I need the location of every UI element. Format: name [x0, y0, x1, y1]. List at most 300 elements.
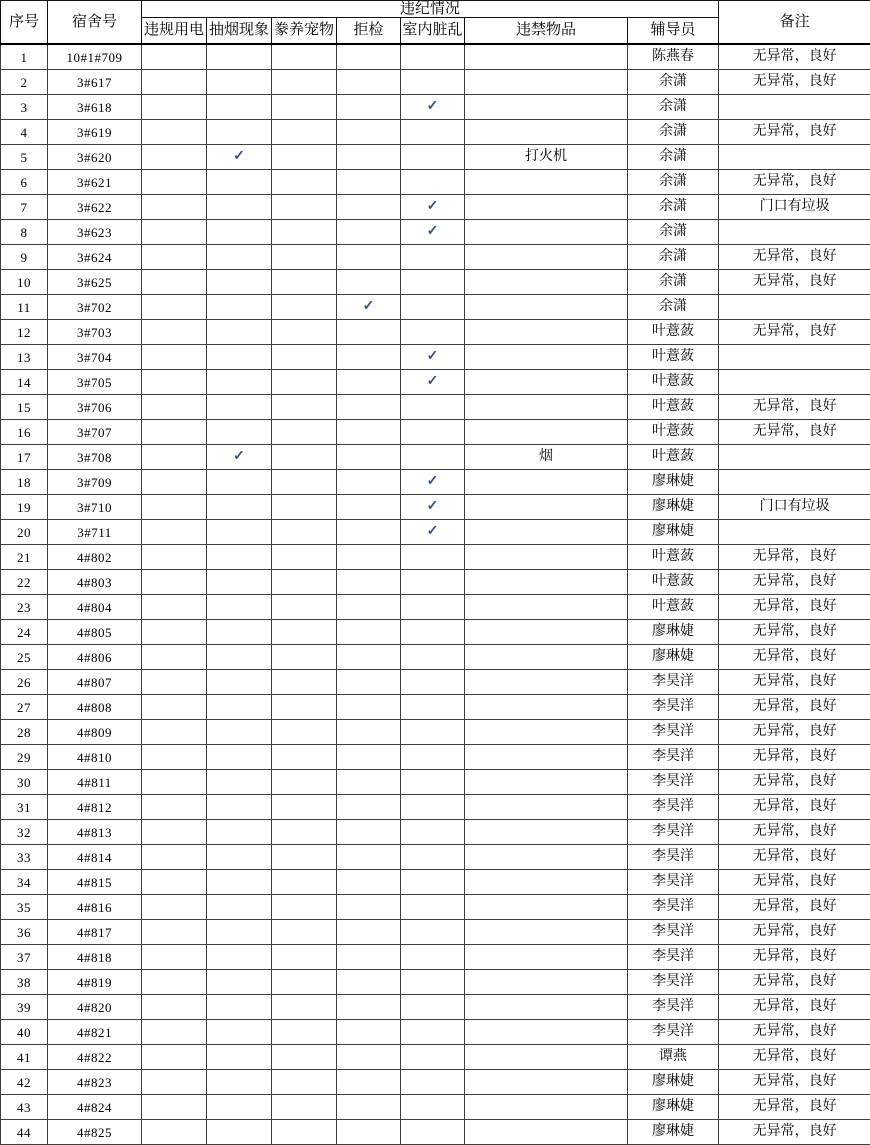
header-cell-remark[interactable]: 备注 [719, 1, 870, 45]
smoking-violation-cell[interactable] [207, 845, 272, 870]
dorm-number-cell[interactable]: 3#617 [48, 70, 142, 95]
contraband-cell[interactable] [465, 695, 628, 720]
pets-violation-cell[interactable] [272, 245, 337, 270]
contraband-cell[interactable] [465, 70, 628, 95]
smoking-violation-cell[interactable] [207, 345, 272, 370]
messy-room-cell[interactable] [401, 270, 465, 295]
pets-violation-cell[interactable] [272, 1045, 337, 1070]
remark-cell[interactable]: 无异常，良好 [719, 320, 870, 345]
power-violation-cell[interactable] [142, 170, 207, 195]
counselor-cell[interactable]: 李昊洋 [628, 745, 719, 770]
remark-cell[interactable]: 门口有垃圾 [719, 195, 870, 220]
row-index-cell[interactable]: 7 [1, 195, 48, 220]
counselor-cell[interactable]: 叶薏蔹 [628, 320, 719, 345]
smoking-violation-cell[interactable] [207, 720, 272, 745]
contraband-cell[interactable] [465, 595, 628, 620]
power-violation-cell[interactable] [142, 44, 207, 70]
counselor-cell[interactable]: 廖琳婕 [628, 1070, 719, 1095]
row-index-cell[interactable]: 31 [1, 795, 48, 820]
messy-room-cell[interactable] [401, 1070, 465, 1095]
smoking-violation-cell[interactable] [207, 670, 272, 695]
messy-room-cell[interactable] [401, 195, 465, 220]
remark-cell[interactable]: 无异常，良好 [719, 44, 870, 70]
contraband-cell[interactable] [465, 470, 628, 495]
counselor-cell[interactable]: 廖琳婕 [628, 645, 719, 670]
refuse-inspection-cell[interactable] [337, 120, 401, 145]
contraband-cell[interactable] [465, 820, 628, 845]
smoking-violation-cell[interactable] [207, 445, 272, 470]
smoking-violation-cell[interactable] [207, 370, 272, 395]
row-index-cell[interactable]: 44 [1, 1120, 48, 1145]
refuse-inspection-cell[interactable] [337, 195, 401, 220]
row-index-cell[interactable]: 30 [1, 770, 48, 795]
power-violation-cell[interactable] [142, 320, 207, 345]
contraband-cell[interactable] [465, 1095, 628, 1120]
pets-violation-cell[interactable] [272, 1095, 337, 1120]
header-cell-smoking[interactable]: 抽烟现象 [207, 18, 272, 45]
messy-room-cell[interactable] [401, 445, 465, 470]
messy-room-cell[interactable] [401, 620, 465, 645]
refuse-inspection-cell[interactable] [337, 1070, 401, 1095]
row-index-cell[interactable]: 10 [1, 270, 48, 295]
pets-violation-cell[interactable] [272, 370, 337, 395]
header-cell-pets[interactable]: 豢养宠物 [272, 18, 337, 45]
contraband-cell[interactable] [465, 920, 628, 945]
row-index-cell[interactable]: 9 [1, 245, 48, 270]
power-violation-cell[interactable] [142, 495, 207, 520]
row-index-cell[interactable]: 32 [1, 820, 48, 845]
refuse-inspection-cell[interactable] [337, 745, 401, 770]
power-violation-cell[interactable] [142, 370, 207, 395]
dorm-number-cell[interactable]: 3#707 [48, 420, 142, 445]
counselor-cell[interactable]: 廖琳婕 [628, 1120, 719, 1145]
power-violation-cell[interactable] [142, 470, 207, 495]
power-violation-cell[interactable] [142, 220, 207, 245]
counselor-cell[interactable]: 李昊洋 [628, 670, 719, 695]
counselor-cell[interactable]: 李昊洋 [628, 970, 719, 995]
pets-violation-cell[interactable] [272, 945, 337, 970]
remark-cell[interactable]: 无异常，良好 [719, 620, 870, 645]
row-index-cell[interactable]: 14 [1, 370, 48, 395]
power-violation-cell[interactable] [142, 595, 207, 620]
contraband-cell[interactable] [465, 770, 628, 795]
contraband-cell[interactable] [465, 370, 628, 395]
refuse-inspection-cell[interactable] [337, 1095, 401, 1120]
pets-violation-cell[interactable] [272, 670, 337, 695]
smoking-violation-cell[interactable] [207, 970, 272, 995]
row-index-cell[interactable]: 17 [1, 445, 48, 470]
smoking-violation-cell[interactable] [207, 1045, 272, 1070]
messy-room-cell[interactable] [401, 370, 465, 395]
contraband-cell[interactable] [465, 995, 628, 1020]
counselor-cell[interactable]: 叶薏蔹 [628, 345, 719, 370]
row-index-cell[interactable]: 3 [1, 95, 48, 120]
power-violation-cell[interactable] [142, 720, 207, 745]
counselor-cell[interactable]: 叶薏蔹 [628, 445, 719, 470]
refuse-inspection-cell[interactable] [337, 920, 401, 945]
remark-cell[interactable]: 无异常，良好 [719, 1070, 870, 1095]
smoking-violation-cell[interactable] [207, 820, 272, 845]
remark-cell[interactable]: 无异常，良好 [719, 670, 870, 695]
remark-cell[interactable] [719, 470, 870, 495]
refuse-inspection-cell[interactable] [337, 1120, 401, 1145]
counselor-cell[interactable]: 叶薏蔹 [628, 545, 719, 570]
refuse-inspection-cell[interactable] [337, 970, 401, 995]
pets-violation-cell[interactable] [272, 320, 337, 345]
pets-violation-cell[interactable] [272, 220, 337, 245]
power-violation-cell[interactable] [142, 70, 207, 95]
refuse-inspection-cell[interactable] [337, 770, 401, 795]
counselor-cell[interactable]: 廖琳婕 [628, 470, 719, 495]
dorm-number-cell[interactable]: 4#821 [48, 1020, 142, 1045]
smoking-violation-cell[interactable] [207, 70, 272, 95]
remark-cell[interactable]: 无异常，良好 [719, 870, 870, 895]
contraband-cell[interactable] [465, 345, 628, 370]
remark-cell[interactable]: 无异常，良好 [719, 1045, 870, 1070]
pets-violation-cell[interactable] [272, 820, 337, 845]
refuse-inspection-cell[interactable] [337, 495, 401, 520]
contraband-cell[interactable] [465, 795, 628, 820]
counselor-cell[interactable]: 余潇 [628, 170, 719, 195]
contraband-cell[interactable] [465, 520, 628, 545]
remark-cell[interactable]: 无异常，良好 [719, 395, 870, 420]
remark-cell[interactable]: 无异常，良好 [719, 845, 870, 870]
refuse-inspection-cell[interactable] [337, 1045, 401, 1070]
smoking-violation-cell[interactable] [207, 195, 272, 220]
row-index-cell[interactable]: 22 [1, 570, 48, 595]
counselor-cell[interactable]: 叶薏蔹 [628, 595, 719, 620]
dorm-number-cell[interactable]: 4#818 [48, 945, 142, 970]
header-cell-power[interactable]: 违规用电 [142, 18, 207, 45]
refuse-inspection-cell[interactable] [337, 620, 401, 645]
refuse-inspection-cell[interactable] [337, 345, 401, 370]
row-index-cell[interactable]: 40 [1, 1020, 48, 1045]
refuse-inspection-cell[interactable] [337, 470, 401, 495]
dorm-number-cell[interactable]: 4#815 [48, 870, 142, 895]
refuse-inspection-cell[interactable] [337, 820, 401, 845]
remark-cell[interactable]: 无异常，良好 [719, 645, 870, 670]
row-index-cell[interactable]: 36 [1, 920, 48, 945]
messy-room-cell[interactable] [401, 1045, 465, 1070]
pets-violation-cell[interactable] [272, 470, 337, 495]
counselor-cell[interactable]: 李昊洋 [628, 820, 719, 845]
messy-room-cell[interactable] [401, 820, 465, 845]
messy-room-cell[interactable] [401, 1020, 465, 1045]
pets-violation-cell[interactable] [272, 720, 337, 745]
row-index-cell[interactable]: 15 [1, 395, 48, 420]
pets-violation-cell[interactable] [272, 545, 337, 570]
pets-violation-cell[interactable] [272, 520, 337, 545]
power-violation-cell[interactable] [142, 395, 207, 420]
row-index-cell[interactable]: 21 [1, 545, 48, 570]
messy-room-cell[interactable] [401, 170, 465, 195]
contraband-cell[interactable] [465, 1120, 628, 1145]
remark-cell[interactable] [719, 95, 870, 120]
messy-room-cell[interactable] [401, 245, 465, 270]
row-index-cell[interactable]: 18 [1, 470, 48, 495]
remark-cell[interactable] [719, 370, 870, 395]
pets-violation-cell[interactable] [272, 195, 337, 220]
messy-room-cell[interactable] [401, 495, 465, 520]
row-index-cell[interactable]: 16 [1, 420, 48, 445]
header-cell-violations-group[interactable]: 违纪情况 [142, 1, 719, 18]
messy-room-cell[interactable] [401, 970, 465, 995]
row-index-cell[interactable]: 38 [1, 970, 48, 995]
power-violation-cell[interactable] [142, 345, 207, 370]
counselor-cell[interactable]: 李昊洋 [628, 770, 719, 795]
smoking-violation-cell[interactable] [207, 245, 272, 270]
smoking-violation-cell[interactable] [207, 745, 272, 770]
power-violation-cell[interactable] [142, 1045, 207, 1070]
counselor-cell[interactable]: 李昊洋 [628, 895, 719, 920]
contraband-cell[interactable] [465, 945, 628, 970]
power-violation-cell[interactable] [142, 1070, 207, 1095]
refuse-inspection-cell[interactable] [337, 270, 401, 295]
header-cell-index[interactable]: 序号 [1, 1, 48, 45]
smoking-violation-cell[interactable] [207, 44, 272, 70]
refuse-inspection-cell[interactable] [337, 220, 401, 245]
row-index-cell[interactable]: 2 [1, 70, 48, 95]
dorm-number-cell[interactable]: 10#1#709 [48, 44, 142, 70]
counselor-cell[interactable]: 李昊洋 [628, 920, 719, 945]
smoking-violation-cell[interactable] [207, 495, 272, 520]
smoking-violation-cell[interactable] [207, 145, 272, 170]
power-violation-cell[interactable] [142, 570, 207, 595]
remark-cell[interactable]: 无异常，良好 [719, 895, 870, 920]
smoking-violation-cell[interactable] [207, 520, 272, 545]
pets-violation-cell[interactable] [272, 445, 337, 470]
messy-room-cell[interactable] [401, 920, 465, 945]
counselor-cell[interactable]: 廖琳婕 [628, 1095, 719, 1120]
smoking-violation-cell[interactable] [207, 695, 272, 720]
smoking-violation-cell[interactable] [207, 895, 272, 920]
refuse-inspection-cell[interactable] [337, 420, 401, 445]
contraband-cell[interactable] [465, 170, 628, 195]
contraband-cell[interactable] [465, 245, 628, 270]
pets-violation-cell[interactable] [272, 620, 337, 645]
contraband-cell[interactable] [465, 720, 628, 745]
contraband-cell[interactable] [465, 120, 628, 145]
refuse-inspection-cell[interactable] [337, 320, 401, 345]
dorm-number-cell[interactable]: 3#618 [48, 95, 142, 120]
smoking-violation-cell[interactable] [207, 95, 272, 120]
header-cell-messy[interactable]: 室内脏乱 [401, 18, 465, 45]
pets-violation-cell[interactable] [272, 345, 337, 370]
contraband-cell[interactable] [465, 420, 628, 445]
refuse-inspection-cell[interactable] [337, 795, 401, 820]
refuse-inspection-cell[interactable] [337, 44, 401, 70]
row-index-cell[interactable]: 6 [1, 170, 48, 195]
counselor-cell[interactable]: 叶薏蔹 [628, 370, 719, 395]
counselor-cell[interactable]: 余潇 [628, 195, 719, 220]
row-index-cell[interactable]: 1 [1, 44, 48, 70]
counselor-cell[interactable]: 李昊洋 [628, 720, 719, 745]
remark-cell[interactable]: 无异常，良好 [719, 1020, 870, 1045]
remark-cell[interactable]: 无异常，良好 [719, 920, 870, 945]
messy-room-cell[interactable] [401, 720, 465, 745]
power-violation-cell[interactable] [142, 295, 207, 320]
refuse-inspection-cell[interactable] [337, 570, 401, 595]
contraband-cell[interactable] [465, 620, 628, 645]
refuse-inspection-cell[interactable] [337, 1020, 401, 1045]
power-violation-cell[interactable] [142, 445, 207, 470]
counselor-cell[interactable]: 李昊洋 [628, 945, 719, 970]
pets-violation-cell[interactable] [272, 1120, 337, 1145]
messy-room-cell[interactable] [401, 995, 465, 1020]
dorm-number-cell[interactable]: 4#807 [48, 670, 142, 695]
power-violation-cell[interactable] [142, 270, 207, 295]
remark-cell[interactable] [719, 220, 870, 245]
refuse-inspection-cell[interactable] [337, 445, 401, 470]
smoking-violation-cell[interactable] [207, 595, 272, 620]
dorm-number-cell[interactable]: 4#816 [48, 895, 142, 920]
remark-cell[interactable]: 无异常，良好 [719, 245, 870, 270]
contraband-cell[interactable] [465, 1070, 628, 1095]
counselor-cell[interactable]: 李昊洋 [628, 795, 719, 820]
counselor-cell[interactable]: 李昊洋 [628, 695, 719, 720]
row-index-cell[interactable]: 27 [1, 695, 48, 720]
pets-violation-cell[interactable] [272, 120, 337, 145]
pets-violation-cell[interactable] [272, 1020, 337, 1045]
dorm-number-cell[interactable]: 3#622 [48, 195, 142, 220]
contraband-cell[interactable] [465, 295, 628, 320]
contraband-cell[interactable]: 烟 [465, 445, 628, 470]
counselor-cell[interactable]: 廖琳婕 [628, 620, 719, 645]
row-index-cell[interactable]: 42 [1, 1070, 48, 1095]
row-index-cell[interactable]: 35 [1, 895, 48, 920]
pets-violation-cell[interactable] [272, 570, 337, 595]
refuse-inspection-cell[interactable] [337, 720, 401, 745]
power-violation-cell[interactable] [142, 120, 207, 145]
contraband-cell[interactable] [465, 495, 628, 520]
contraband-cell[interactable] [465, 845, 628, 870]
smoking-violation-cell[interactable] [207, 1095, 272, 1120]
messy-room-cell[interactable] [401, 70, 465, 95]
messy-room-cell[interactable] [401, 320, 465, 345]
messy-room-cell[interactable] [401, 520, 465, 545]
pets-violation-cell[interactable] [272, 495, 337, 520]
power-violation-cell[interactable] [142, 620, 207, 645]
refuse-inspection-cell[interactable] [337, 945, 401, 970]
remark-cell[interactable]: 无异常，良好 [719, 1120, 870, 1145]
pets-violation-cell[interactable] [272, 595, 337, 620]
power-violation-cell[interactable] [142, 895, 207, 920]
pets-violation-cell[interactable] [272, 770, 337, 795]
messy-room-cell[interactable] [401, 745, 465, 770]
header-cell-dorm[interactable]: 宿舍号 [48, 1, 142, 45]
dorm-number-cell[interactable]: 3#705 [48, 370, 142, 395]
contraband-cell[interactable] [465, 970, 628, 995]
refuse-inspection-cell[interactable] [337, 895, 401, 920]
row-index-cell[interactable]: 13 [1, 345, 48, 370]
dorm-number-cell[interactable]: 4#811 [48, 770, 142, 795]
messy-room-cell[interactable] [401, 570, 465, 595]
counselor-cell[interactable]: 李昊洋 [628, 870, 719, 895]
power-violation-cell[interactable] [142, 995, 207, 1020]
power-violation-cell[interactable] [142, 195, 207, 220]
row-index-cell[interactable]: 19 [1, 495, 48, 520]
smoking-violation-cell[interactable] [207, 945, 272, 970]
smoking-violation-cell[interactable] [207, 795, 272, 820]
remark-cell[interactable]: 无异常，良好 [719, 120, 870, 145]
power-violation-cell[interactable] [142, 945, 207, 970]
dorm-number-cell[interactable]: 4#813 [48, 820, 142, 845]
remark-cell[interactable] [719, 345, 870, 370]
counselor-cell[interactable]: 廖琳婕 [628, 520, 719, 545]
dorm-number-cell[interactable]: 3#623 [48, 220, 142, 245]
messy-room-cell[interactable] [401, 395, 465, 420]
smoking-violation-cell[interactable] [207, 570, 272, 595]
contraband-cell[interactable] [465, 395, 628, 420]
power-violation-cell[interactable] [142, 420, 207, 445]
smoking-violation-cell[interactable] [207, 120, 272, 145]
row-index-cell[interactable]: 34 [1, 870, 48, 895]
pets-violation-cell[interactable] [272, 970, 337, 995]
remark-cell[interactable]: 无异常，良好 [719, 545, 870, 570]
dorm-number-cell[interactable]: 3#624 [48, 245, 142, 270]
messy-room-cell[interactable] [401, 420, 465, 445]
remark-cell[interactable]: 无异常，良好 [719, 795, 870, 820]
contraband-cell[interactable] [465, 195, 628, 220]
messy-room-cell[interactable] [401, 545, 465, 570]
header-cell-refuse[interactable]: 拒检 [337, 18, 401, 45]
power-violation-cell[interactable] [142, 1120, 207, 1145]
remark-cell[interactable]: 无异常，良好 [719, 170, 870, 195]
row-index-cell[interactable]: 5 [1, 145, 48, 170]
messy-room-cell[interactable] [401, 145, 465, 170]
contraband-cell[interactable] [465, 870, 628, 895]
refuse-inspection-cell[interactable] [337, 370, 401, 395]
row-index-cell[interactable]: 24 [1, 620, 48, 645]
counselor-cell[interactable]: 余潇 [628, 295, 719, 320]
messy-room-cell[interactable] [401, 695, 465, 720]
messy-room-cell[interactable] [401, 895, 465, 920]
refuse-inspection-cell[interactable] [337, 395, 401, 420]
remark-cell[interactable]: 无异常，良好 [719, 970, 870, 995]
smoking-violation-cell[interactable] [207, 645, 272, 670]
row-index-cell[interactable]: 33 [1, 845, 48, 870]
row-index-cell[interactable]: 43 [1, 1095, 48, 1120]
messy-room-cell[interactable] [401, 345, 465, 370]
row-index-cell[interactable]: 11 [1, 295, 48, 320]
dorm-number-cell[interactable]: 3#706 [48, 395, 142, 420]
pets-violation-cell[interactable] [272, 145, 337, 170]
pets-violation-cell[interactable] [272, 695, 337, 720]
pets-violation-cell[interactable] [272, 870, 337, 895]
dorm-number-cell[interactable]: 4#802 [48, 545, 142, 570]
messy-room-cell[interactable] [401, 95, 465, 120]
refuse-inspection-cell[interactable] [337, 870, 401, 895]
row-index-cell[interactable]: 39 [1, 995, 48, 1020]
power-violation-cell[interactable] [142, 670, 207, 695]
smoking-violation-cell[interactable] [207, 295, 272, 320]
remark-cell[interactable] [719, 520, 870, 545]
counselor-cell[interactable]: 叶薏蔹 [628, 395, 719, 420]
remark-cell[interactable]: 无异常，良好 [719, 270, 870, 295]
refuse-inspection-cell[interactable] [337, 520, 401, 545]
remark-cell[interactable]: 无异常，良好 [719, 1095, 870, 1120]
row-index-cell[interactable]: 41 [1, 1045, 48, 1070]
messy-room-cell[interactable] [401, 945, 465, 970]
messy-room-cell[interactable] [401, 845, 465, 870]
power-violation-cell[interactable] [142, 695, 207, 720]
dorm-number-cell[interactable]: 3#620 [48, 145, 142, 170]
refuse-inspection-cell[interactable] [337, 70, 401, 95]
contraband-cell[interactable] [465, 44, 628, 70]
pets-violation-cell[interactable] [272, 295, 337, 320]
power-violation-cell[interactable] [142, 245, 207, 270]
messy-room-cell[interactable] [401, 1120, 465, 1145]
